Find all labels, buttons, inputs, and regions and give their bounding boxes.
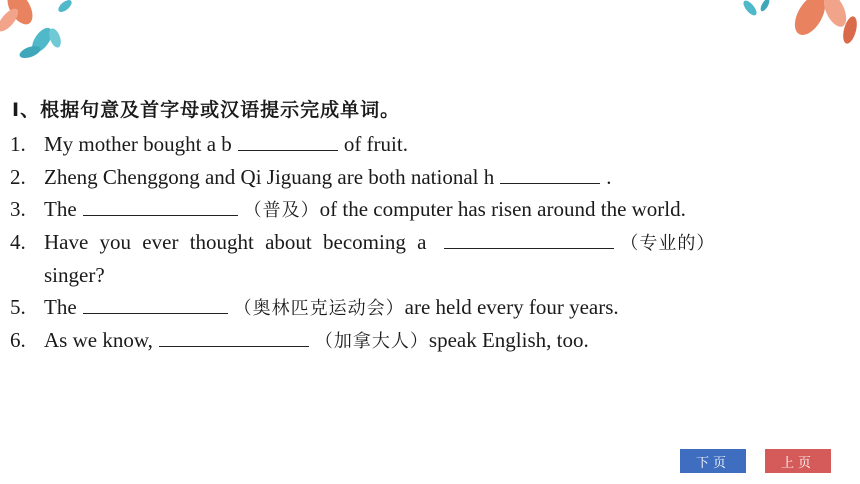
question-number: 4. [10,230,26,254]
chinese-hint: （专业的） [620,233,716,254]
answer-blank[interactable] [83,195,238,216]
question-number: 6. [10,328,26,352]
answer-blank[interactable] [238,130,338,151]
answer-blank[interactable] [444,228,614,249]
question-number: 2. [10,165,26,189]
question-number: 1. [10,132,26,156]
question-4-continuation: singer? [44,263,105,287]
floral-decoration-icon [730,0,860,60]
exercise-heading: Ⅰ、根据句意及首字母或汉语提示完成单词。 [12,99,401,121]
question-6 [10,324,589,358]
question-text: Have you ever thought about becoming a [44,230,427,254]
question-text: Zheng Chenggong and Qi Jiguang are both national h [44,165,495,189]
question-text: of fruit. [343,132,408,156]
chinese-hint: （奥林匹克运动会） [233,298,405,319]
question-text: speak English, too. [428,328,589,352]
question-4 [10,226,715,260]
question-text: of the computer has risen around the world. [319,197,686,221]
question-text: My mother bought a b [44,132,232,156]
question-text: are held every four years. [404,295,619,319]
question-text: The [44,295,77,319]
answer-blank[interactable] [83,293,228,314]
question-text: . [606,165,612,189]
chinese-hint: （普及） [243,200,320,221]
question-5 [10,291,619,325]
question-2 [10,161,612,193]
chinese-hint: （加拿大人） [314,331,429,352]
question-text: The [44,197,77,221]
next-page-button[interactable]: 下页 [680,449,746,473]
question-number: 3. [10,197,26,221]
question-text: As we know, [44,328,153,352]
question-1 [10,128,408,160]
floral-decoration-icon [0,0,90,70]
previous-page-button[interactable]: 上页 [765,449,831,473]
question-3 [10,193,686,227]
question-number: 5. [10,295,26,319]
answer-blank[interactable] [500,163,600,184]
answer-blank[interactable] [159,326,309,347]
